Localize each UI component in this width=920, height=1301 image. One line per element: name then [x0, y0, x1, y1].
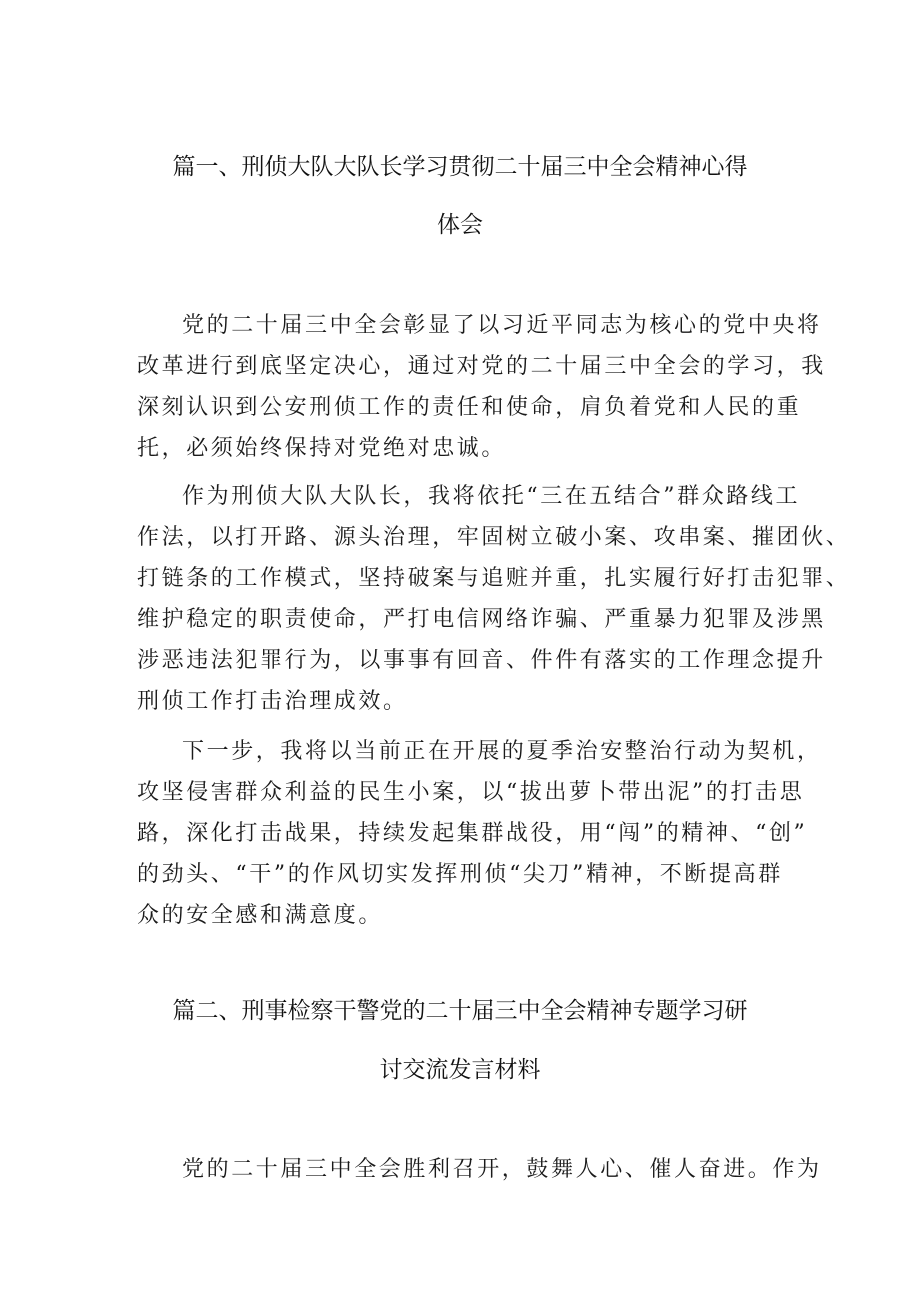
paragraph-line: 的劲头、“干”的作风切实发挥刑侦“尖刀”精神，不断提高群 [137, 862, 783, 887]
paragraph-line: 党的二十届三中全会彰显了以习近平同志为核心的党中央将 [182, 313, 822, 338]
paragraph-line: 托，必须始终保持对党绝对忠诚。 [137, 436, 507, 461]
paragraph-line: 涉恶违法犯罪行为，以事事有回音、件件有落实的工作理念提升 [137, 648, 826, 673]
paragraph-line: 维护稳定的职责使命，严打电信网络诈骗、严重暴力犯罪及涉黑 [137, 607, 826, 632]
paragraph-line: 下一步，我将以当前正在开展的夏季治安整治行动为契机， [182, 739, 822, 764]
paragraph-line: 众的安全感和满意度。 [137, 903, 384, 928]
paragraph-line: 刑侦工作打击治理成效。 [137, 689, 408, 714]
section-1-title-line-2: 体会 [437, 212, 483, 238]
paragraph-line: 路，深化打击战果，持续发起集群战役，用“闯”的精神、“创” [137, 821, 808, 846]
paragraph-line: 打链条的工作模式，坚持破案与追赃并重，扎实履行好打击犯罪、 [137, 566, 851, 591]
paragraph-line: 改革进行到底坚定决心，通过对党的二十届三中全会的学习，我 [137, 354, 826, 379]
paragraph-line: 作为刑侦大队大队长，我将依托“三在五结合”群众路线工 [182, 484, 801, 509]
paragraph-line: 深刻认识到公安刑侦工作的责任和使命，肩负着党和人民的重 [137, 395, 802, 420]
paragraph-line: 党的二十届三中全会胜利召开，鼓舞人心、催人奋进。作为 [182, 1157, 822, 1182]
section-2-title-line-1: 篇二、刑事检察干警党的二十届三中全会精神专题学习研 [172, 998, 748, 1024]
section-2-title-line-2: 讨交流发言材料 [379, 1057, 541, 1083]
paragraph-line: 作法，以打开路、源头治理，牢固树立破小案、攻串案、摧团伙、 [137, 525, 851, 550]
section-1-title-line-1: 篇一、刑侦大队大队长学习贯彻二十届三中全会精神心得 [172, 154, 748, 180]
paragraph-line: 攻坚侵害群众利益的民生小案，以“拔出萝卜带出泥”的打击思 [137, 780, 805, 805]
